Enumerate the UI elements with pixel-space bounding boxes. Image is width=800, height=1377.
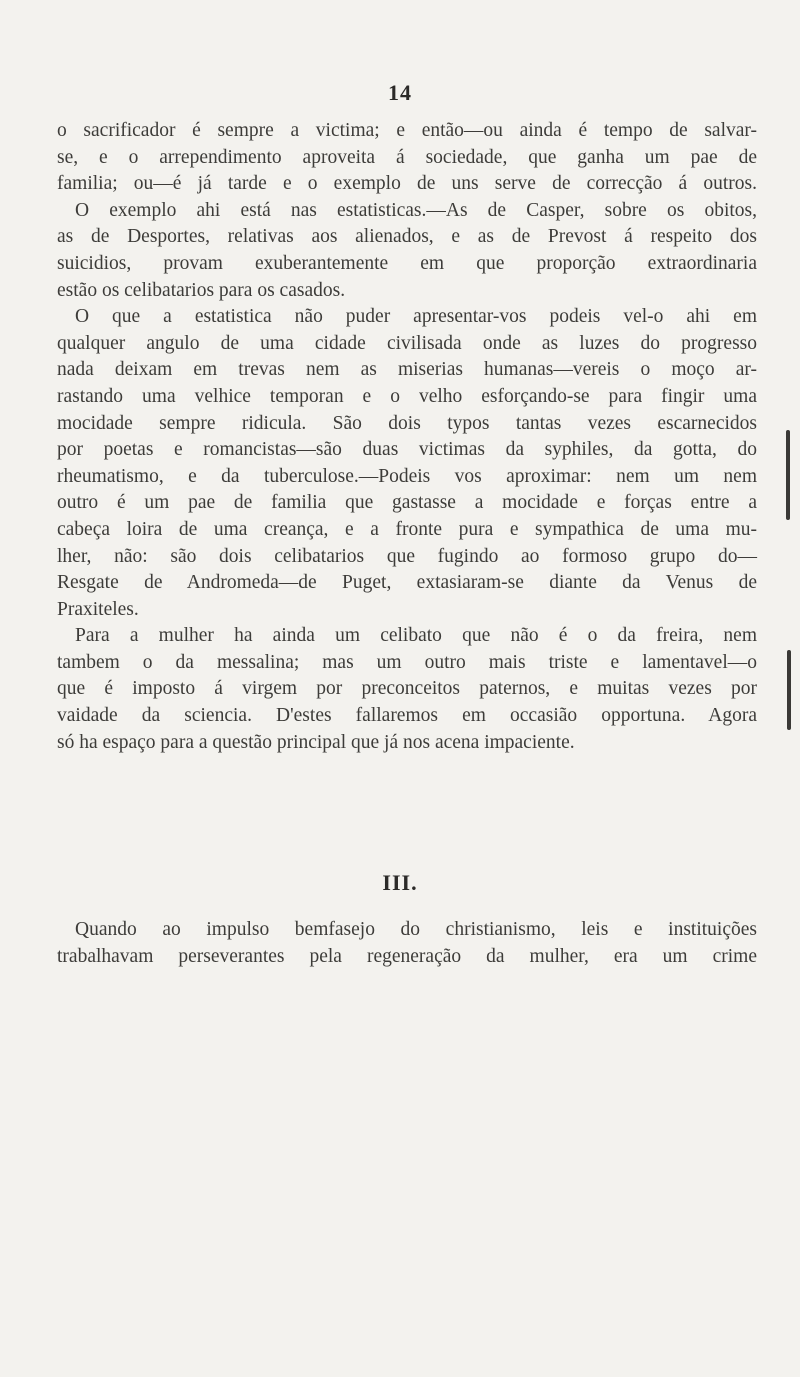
text-line: cabeça loira de uma creança, e a fronte pura e sympathica de uma mu- [57,518,757,540]
text-line: as de Desportes, relativas aos alienados, e as de Prevost á respeito dos [57,226,757,248]
text-line: familia; ou—é já tarde e o exemplo de uns serve de correcção á outros. [57,173,757,195]
text-line: O exemplo ahi está nas estatisticas.—As de Casper, sobre os obitos, [75,199,757,221]
text-line: trabalhavam perseverantes pela regeneração da mulher, era um crime [57,945,757,967]
text-line: nada deixam em trevas nem as miserias humanas—vereis o moço ar- [57,359,757,381]
text-line: outro é um pae de familia que gastasse a mocidade e forças entre a [57,492,757,514]
text-line: que é imposto á virgem por preconceitos paternos, e muitas vezes por [57,678,757,700]
body-text-bottom [57,917,757,970]
text-line: estão os celibatarios para os casados. [57,279,346,301]
text-line: vaidade da sciencia. D'estes fallaremos em occasião opportuna. Agora [57,705,757,727]
text-line: mocidade sempre ridicula. São dois typos tantas vezes escarnecidos [57,412,757,434]
text-line: o sacrificador é sempre a victima; e então—ou ainda é tempo de salvar- [57,120,757,141]
text-line: Para a mulher ha ainda um celibato que não é o da freira, nem [75,625,757,647]
text-line: suicidios, provam exuberantemente em que proporção extraordinaria [57,252,757,274]
text-line: lher, não: são dois celibatarios que fugindo ao formoso grupo do— [57,545,757,567]
text-line: só ha espaço para a questão principal que já nos acena impaciente. [57,731,575,753]
page-edge-mark [787,650,791,730]
text-line: Quando ao impulso bemfasejo do christianismo, leis e instituições [75,919,757,940]
text-line: rastando uma velhice temporan e o velho esforçando-se para fingir uma [57,385,757,407]
page-edge-mark [786,430,790,520]
text-line: tambem o da messalina; mas um outro mais triste e lamentavel—o [57,651,757,673]
text-line: qualquer angulo de uma cidade civilisada onde as luzes do progresso [57,332,757,354]
text-line: Praxiteles. [57,598,139,620]
page-number: 14 [388,80,412,105]
section-number: III. [382,870,418,895]
text-line: se, e o arrependimento aproveita á sociedade, que ganha um pae de [57,146,757,168]
body-text-top [57,118,757,756]
text-line: por poetas e romancistas—são duas victimas da syphiles, da gotta, do [57,439,757,461]
text-line: Resgate de Andromeda—de Puget, extasiaram-se diante da Venus de [57,572,757,594]
text-line: rheumatismo, e da tuberculose.—Podeis vos aproximar: nem um nem [57,465,757,487]
text-line: O que a estatistica não puder apresentar-vos podeis vel-o ahi em [75,306,757,328]
